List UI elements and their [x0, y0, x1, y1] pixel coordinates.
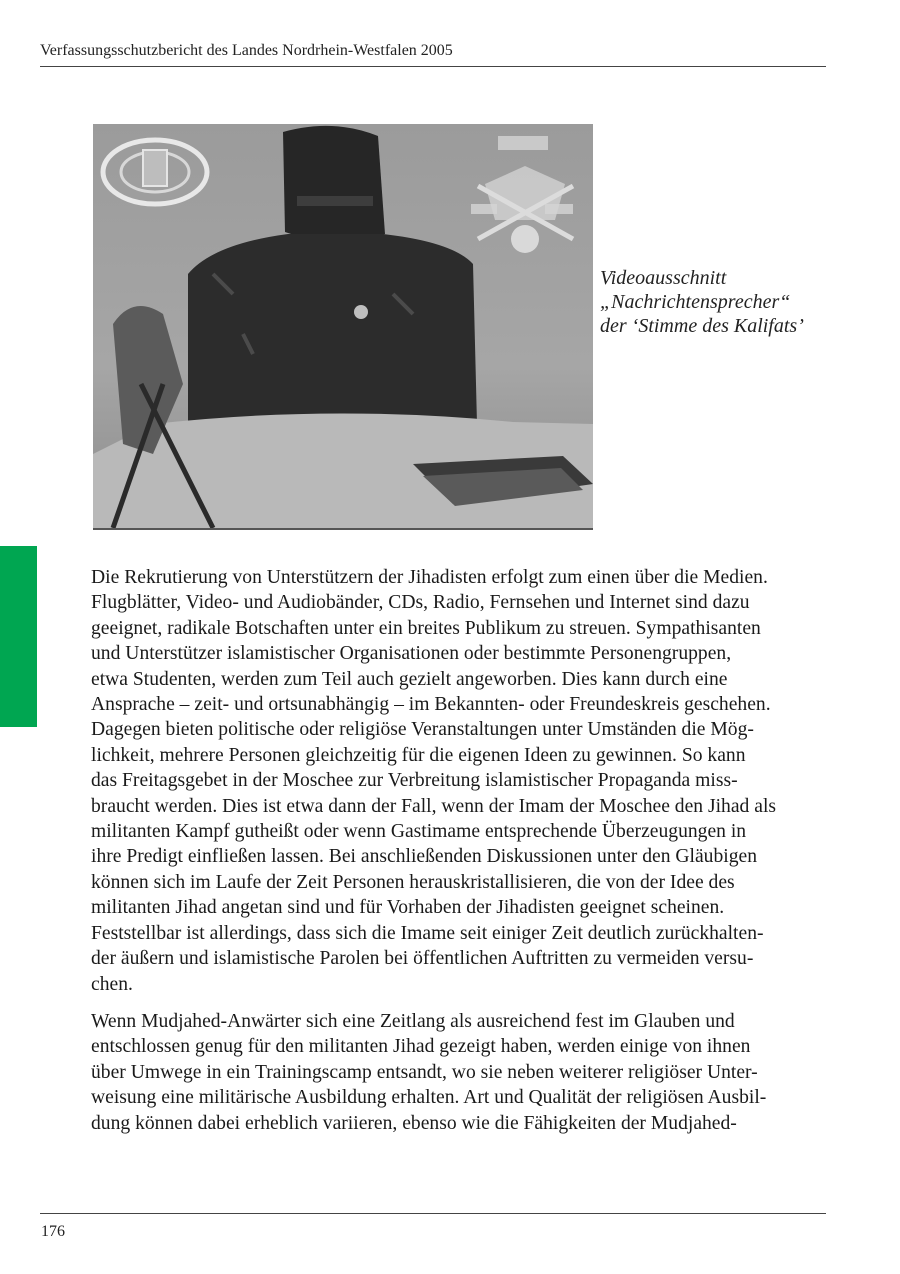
text-line: militanten Jihad angetan sind und für Vorhaben der Jihadisten geeignet scheinen. [91, 897, 725, 919]
text-line: militanten Kampf gutheißt oder wenn Gastimame entsprechende Überzeugungen in [91, 821, 747, 843]
chapter-side-tab [0, 546, 37, 727]
figure-caption [600, 266, 840, 338]
text-line: Dagegen bieten politische oder religiöse Veranstaltungen unter Umständen die Mög- [91, 719, 754, 741]
video-still-image [93, 124, 593, 530]
text-line: Ansprache – zeit- und ortsunabhängig – im Bekannten- oder Freundeskreis geschehen. [91, 694, 771, 716]
text-line: lichkeit, mehrere Personen gleichzeitig für die eigenen Ideen zu gewinnen. So kann [91, 744, 746, 766]
paragraph-training [91, 1009, 831, 1136]
text-line: Die Rekrutierung von Unterstützern der Jihadisten erfolgt zum einen über die Medien. [91, 567, 768, 588]
text-line: entschlossen genug für den militanten Jihad gezeigt haben, werden einige von ihnen [91, 1036, 751, 1058]
body-text [91, 565, 831, 1136]
text-line: Feststellbar ist allerdings, dass sich die Imame seit einiger Zeit deutlich zurückhalten- [91, 922, 764, 944]
caption-line: „Nachrichtensprecher“ [600, 291, 791, 313]
caption-line: Videoausschnitt [600, 267, 727, 289]
text-line: Wenn Mudjahed-Anwärter sich eine Zeitlang als ausreichend fest im Glauben und [91, 1010, 735, 1032]
text-line: etwa Studenten, werden zum Teil auch gezielt angeworben. Dies kann durch eine [91, 668, 728, 690]
running-header: Verfassungsschutzbericht des Landes Nordrhein-Westfalen 2005 [40, 42, 453, 59]
text-line: weisung eine militärische Ausbildung erhalten. Art und Qualität der religiösen Ausbil- [91, 1087, 767, 1109]
text-line: ihre Predigt einfließen lassen. Bei anschließenden Diskussionen unter den Gläubigen [91, 846, 758, 868]
text-line: Flugblätter, Video- und Audiobänder, CDs, Radio, Fernsehen und Internet sind dazu [91, 592, 750, 614]
text-line: der äußern und islamistische Parolen bei öffentlichen Auftritten zu vermeiden versu- [91, 948, 754, 970]
text-line: dung können dabei erheblich variieren, ebenso wie die Fähigkeiten der Mudjahed- [91, 1112, 737, 1134]
text-line: können sich im Laufe der Zeit Personen herauskristallisieren, die von der Idee des [91, 871, 735, 893]
text-line: braucht werden. Dies ist etwa dann der Fall, wenn der Imam der Moschee den Jihad als [91, 795, 777, 817]
header-rule [40, 66, 826, 67]
text-line: geeignet, radikale Botschaften unter ein breites Publikum zu streuen. Sympathisanten [91, 617, 761, 639]
footer-rule [40, 1213, 826, 1214]
paragraph-recruitment [91, 565, 831, 997]
caption-line: der ‘Stimme des Kalifats’ [600, 315, 804, 337]
page-number: 176 [41, 1223, 65, 1240]
text-line: chen. [91, 973, 133, 995]
text-line: das Freitagsgebet in der Moschee zur Verbreitung islamistischer Propaganda miss- [91, 770, 738, 792]
text-line: und Unterstützer islamistischer Organisationen oder bestimmte Personengruppen, [91, 643, 732, 665]
text-line: über Umwege in ein Trainingscamp entsandt, wo sie neben weiterer religiöser Unter- [91, 1061, 758, 1083]
